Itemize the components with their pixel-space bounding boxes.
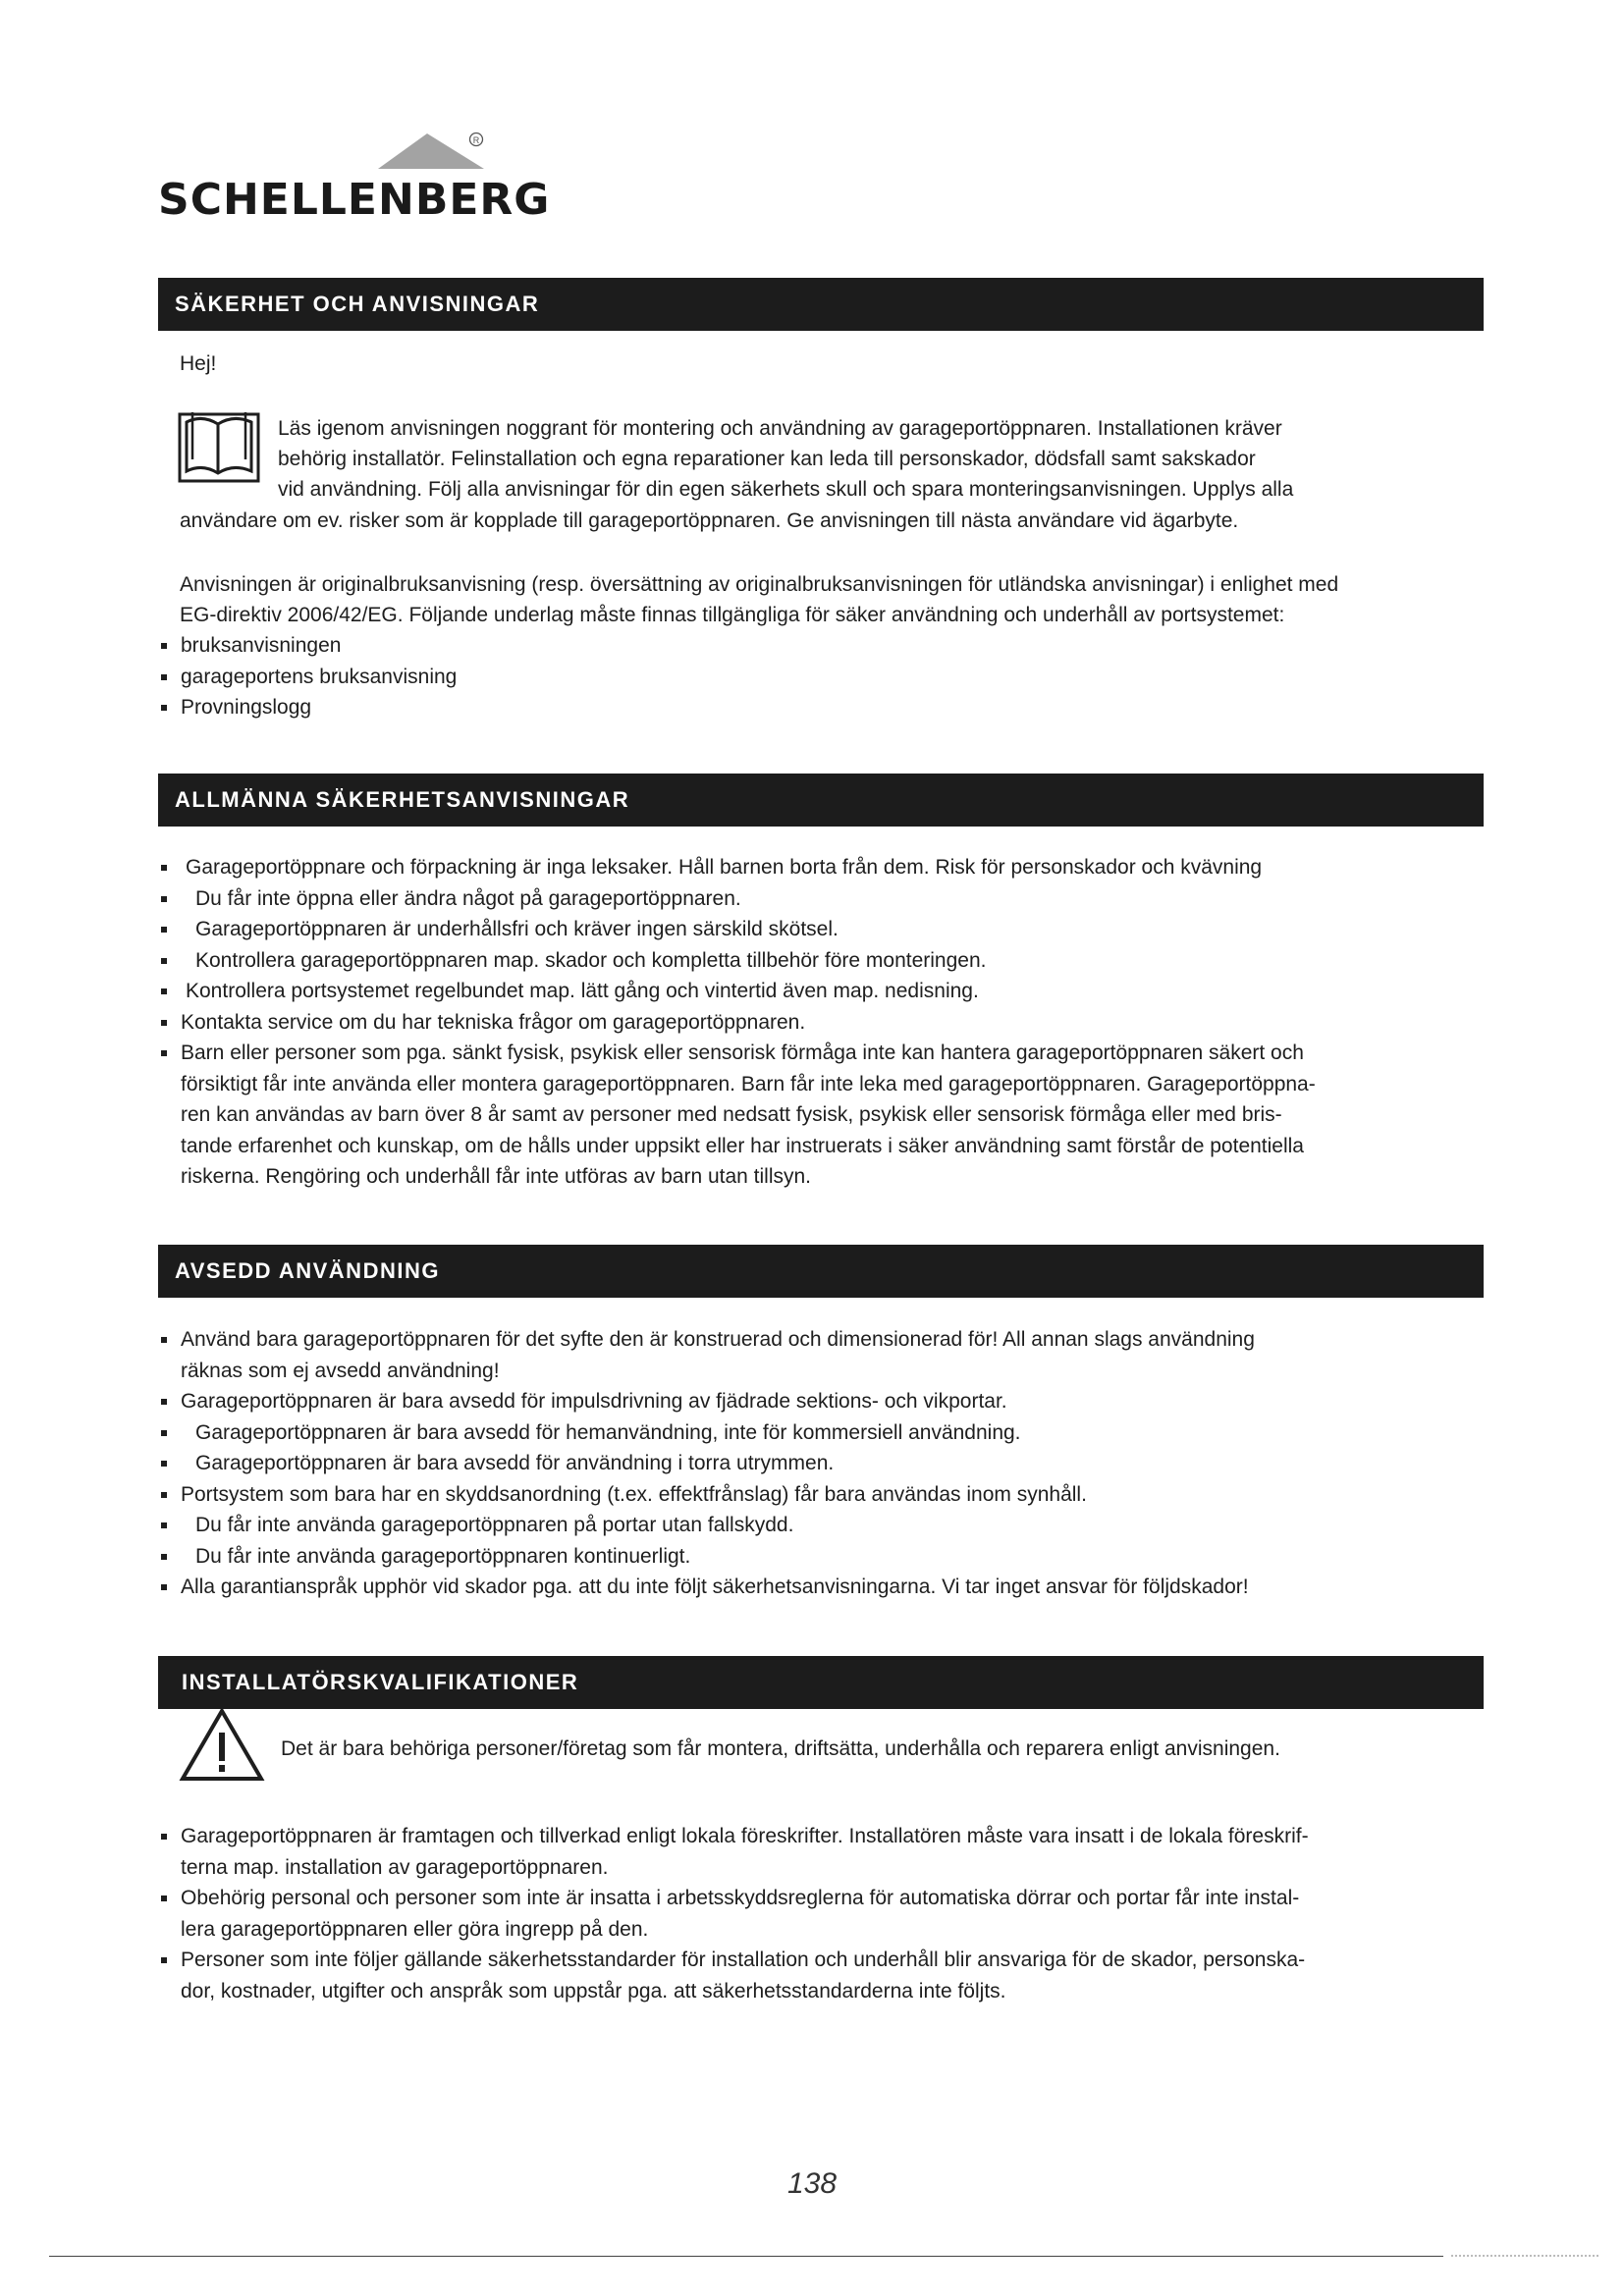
section-header-general: ALLMÄNNA SÄKERHETSANVISNINGAR (158, 774, 1484, 827)
list-item: Garageportöppnaren är underhållsfri och kräver ingen särskild skötsel. (161, 914, 1262, 945)
children-line-1: Barn eller personer som pga. sänkt fysisk, psykisk eller sensorisk förmåga inte kan hantera garageportöppnaren säkert och (181, 1041, 1304, 1064)
list-item: garageportens bruksanvisning (161, 662, 457, 693)
children-line-4: tande erfarenhet och kunskap, om de hålls under uppsikt eller har instruerats i säker användning samt förstår de potentiella (181, 1134, 1304, 1157)
list-item: Kontrollera portsystemet regelbundet map. lätt gång och vintertid även map. nedisning. (161, 976, 1262, 1007)
svg-text:R: R (472, 135, 480, 145)
original-line-1: Anvisningen är originalbruksanvisning (resp. översättning av originalbruksanvisningen för utländska anvisningar) i enlighet med (180, 573, 1339, 596)
original-line-2: EG-direktiv 2006/42/EG. Följande underlag måste finnas tillgängliga för säker användning och underhåll av portsystemet: (180, 604, 1285, 626)
children-line-5: riskerna. Rengöring och underhåll får inte utföras av barn utan tillsyn. (181, 1165, 812, 1188)
section-header-safety: SÄKERHET OCH ANVISNINGAR (158, 278, 1484, 331)
list-item: Garageportöppnare och förpackning är inga leksaker. Håll barnen borta från dem. Risk för personskador och kvävning (161, 852, 1262, 883)
list-item: Alla garantianspråk upphör vid skador pga. att du inte följt säkerhetsanvisningarna. Vi tar inget ansvar för följdskador! (161, 1572, 1249, 1603)
list-item: Kontrollera garageportöppnaren map. skador och kompletta tillbehör före monteringen. (161, 945, 1262, 977)
installer-3-line-2: dor, kostnader, utgifter och anspråk som uppstår pga. att säkerhetsstandarderna inte följts. (181, 1979, 1006, 2002)
list-item: Provningslogg (161, 692, 457, 723)
list-item: Garageportöppnaren är bara avsedd för impulsdrivning av fjädrade sektions- och vikportar. (161, 1386, 1249, 1417)
intro-line-1: Läs igenom anvisningen noggrant för montering och användning av garageportöppnaren. Installationen kräver (278, 417, 1282, 440)
children-line-2: försiktigt får inte använda eller montera garageportöppnaren. Barn får inte leka med garageportöppnaren. Garageportöppna- (181, 1072, 1316, 1095)
warning-triangle-icon (179, 1705, 265, 1784)
intended-list (161, 1386, 1249, 1603)
installer-2-line-2: lera garageportöppnaren eller göra ingrepp på den. (181, 1917, 649, 1941)
children-list (161, 1038, 1316, 1193)
brand-logo (158, 126, 551, 225)
list-item: Du får inte använda garageportöppnaren kontinuerligt. (161, 1541, 1249, 1573)
children-paragraph (161, 1038, 1316, 1193)
intended-first-line-2: räknas som ej avsedd användning! (181, 1359, 500, 1382)
brand-name: SCHELLENBERG (158, 175, 551, 225)
warning-text: Det är bara behöriga personer/företag som får montera, driftsätta, underhålla och reparera enligt anvisningen. (281, 1737, 1280, 1760)
footer-dots (1451, 2255, 1598, 2259)
installer-1-line-1: Garageportöppnaren är framtagen och tillverkad enligt lokala föreskrifter. Installatören måste vara insatt i de lokala föreskrif- (181, 1825, 1309, 1847)
manual-book-icon (177, 404, 261, 485)
list-item: Garageportöppnaren är bara avsedd för användning i torra utrymmen. (161, 1448, 1249, 1479)
greeting: Hej! (180, 352, 217, 375)
installer-2-line-1: Obehörig personal och personer som inte är insatta i arbetsskyddsreglerna för automatiska dörrar och portar får inte instal- (181, 1887, 1300, 1909)
list-item: Du får inte öppna eller ändra något på garageportöppnaren. (161, 883, 1262, 915)
footer-divider (49, 2256, 1443, 2257)
roof-logo-icon (158, 126, 492, 175)
list-item: Du får inte använda garageportöppnaren på portar utan fallskydd. (161, 1510, 1249, 1541)
list-item (161, 1038, 1316, 1193)
general-list (161, 852, 1262, 1038)
intro-line-3: vid användning. Följ alla anvisningar för din egen säkerhets skull och spara monteringsanvisningen. Upplys alla (278, 478, 1294, 501)
intro-line-4: användare om ev. risker som är kopplade till garageportöppnaren. Ge anvisningen till nästa användare vid ägarbyte. (180, 509, 1239, 532)
installer-3-line-1: Personer som inte följer gällande säkerhetsstandarder för installation och underhåll blir ansvariga för de skador, personska- (181, 1949, 1306, 1971)
intended-first (161, 1324, 1255, 1386)
list-item (161, 1324, 1255, 1386)
children-line-3: ren kan användas av barn över 8 år samt av personer med nedsatt fysisk, psykisk eller sensorisk förmåga eller med bris- (181, 1103, 1282, 1126)
list-item: Kontakta service om du har tekniska frågor om garageportöppnaren. (161, 1007, 1262, 1039)
page-number: 138 (786, 2167, 838, 2200)
intended-first-line-1: Använd bara garageportöppnaren för det syfte den är konstruerad och dimensionerad för! All annan slags användning (181, 1328, 1255, 1351)
intended-first-list (161, 1324, 1255, 1386)
section-header-intended: AVSEDD ANVÄNDNING (158, 1245, 1484, 1298)
list-item (161, 1945, 1309, 2006)
section-header-installer: INSTALLATÖRSKVALIFIKATIONER (158, 1656, 1484, 1709)
list-item (161, 1821, 1309, 1883)
documents-list (161, 630, 457, 723)
list-item: Portsystem som bara har en skyddsanordning (t.ex. effektfrånslag) får bara användas inom synhåll. (161, 1479, 1249, 1511)
list-item (161, 1883, 1309, 1945)
intro-line-2: behörig installatör. Felinstallation och egna reparationer kan leda till personskador, dödsfall samt sakskador (278, 448, 1256, 470)
list-item: Garageportöppnaren är bara avsedd för hemanvändning, inte för kommersiell användning. (161, 1417, 1249, 1449)
installer-1-line-2: terna map. installation av garageportöppnaren. (181, 1855, 609, 1879)
installer-list (161, 1821, 1309, 2006)
list-item: bruksanvisningen (161, 630, 457, 662)
